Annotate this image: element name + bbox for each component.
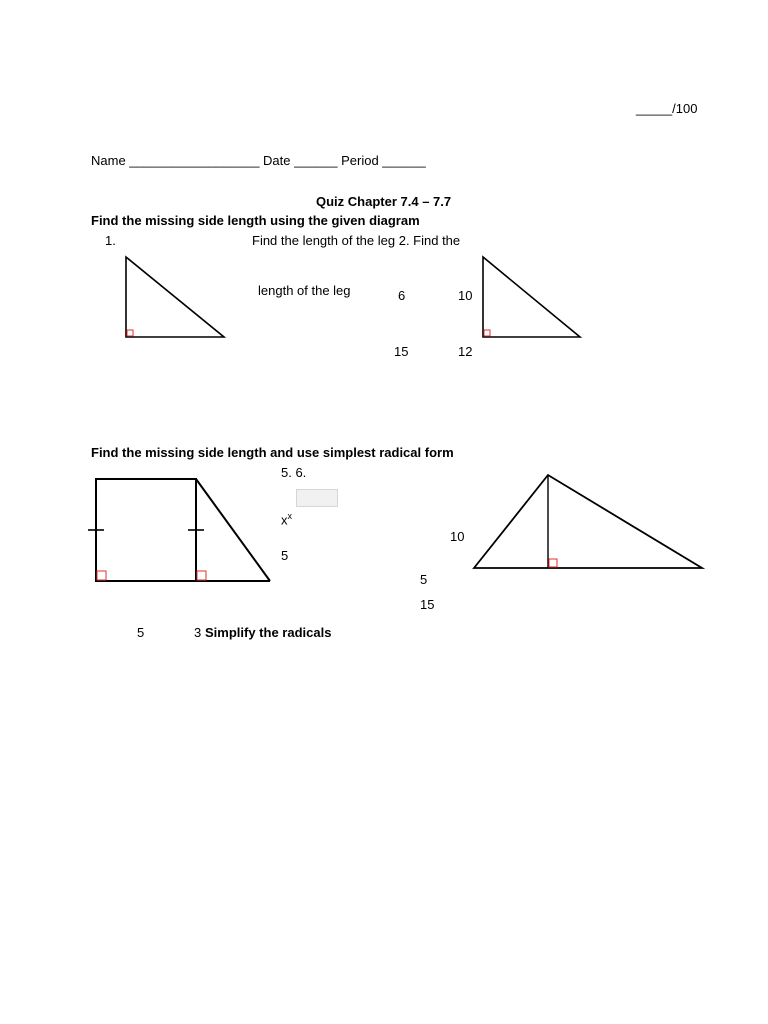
bottom-label-3: 3: [194, 625, 202, 640]
question-1-instruction-line1: Find the length of the leg 2. Find the: [252, 233, 461, 248]
bottom-label-5: 5: [137, 625, 145, 640]
right-angle-marker-2: [484, 330, 490, 336]
side-label-15-right: 15: [420, 597, 435, 612]
square-triangle-figure: [88, 479, 270, 581]
section2-heading: Find the missing side length and use simplest radical form: [91, 445, 454, 460]
x-label: $x^x$: [281, 511, 292, 528]
score-blank: _____/100: [636, 101, 698, 116]
side-label-6: 6: [398, 288, 406, 303]
quiz-title: Quiz Chapter 7.4 – 7.7: [316, 194, 452, 209]
side-label-5-right: 5: [420, 572, 428, 587]
simplify-radicals-heading: Simplify the radicals: [205, 625, 332, 640]
right-triangle-1: [126, 257, 224, 337]
triangle-with-altitude: [474, 475, 702, 568]
question-5-6-numbers: 5. 6.: [281, 465, 307, 480]
question-1-number: 1.: [105, 233, 116, 248]
side-label-15: 15: [394, 344, 409, 359]
answer-box[interactable]: [296, 489, 338, 507]
side-label-12: 12: [458, 344, 473, 359]
right-triangle-2: [483, 257, 580, 337]
right-angle-marker-1: [127, 330, 133, 336]
name-date-period-line: Name __________________ Date ______ Period ______: [91, 153, 426, 168]
right-angle-marker-4: [197, 571, 206, 580]
right-angle-marker-3: [97, 571, 106, 580]
question-1-instruction-line2: length of the leg: [258, 283, 351, 298]
side-label-10-right: 10: [450, 529, 465, 544]
side-label-5-left: 5: [281, 548, 289, 563]
section1-heading: Find the missing side length using the given diagram: [91, 213, 420, 228]
right-angle-marker-5: [549, 559, 557, 567]
side-label-10: 10: [458, 288, 473, 303]
x-superscript: x: [287, 511, 292, 521]
